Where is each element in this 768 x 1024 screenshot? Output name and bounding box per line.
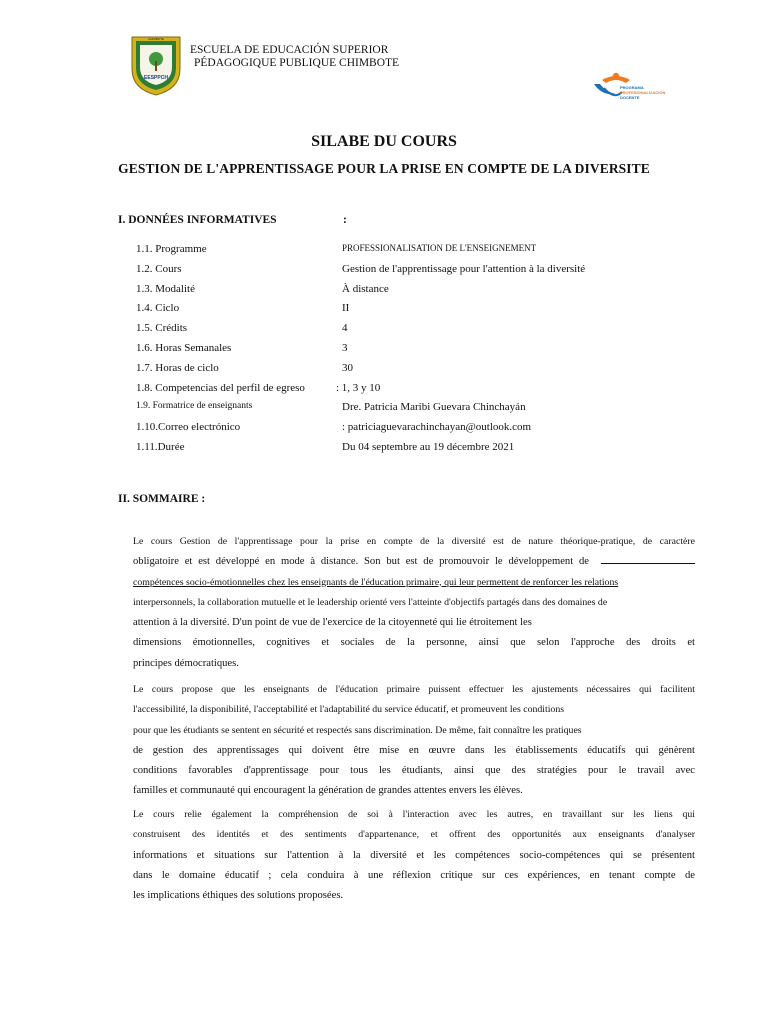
program-logo-line1: PROGRAMA bbox=[620, 85, 644, 90]
p3-line: Le cours relie également la compréhension de soi à l'interaction avec les autres, en travaillant sur les liens qui bbox=[133, 809, 695, 820]
info-key: 1.4. Ciclo bbox=[136, 302, 180, 315]
p1-line: attention à la diversité. D'un point de vue de l'exercice de la citoyenneté qui lie étroitement les bbox=[133, 617, 532, 629]
p1-line: Le cours Gestion de l'apprentissage pour la prise en compte de la diversité est de nature théorique-pratique, de caractère bbox=[133, 536, 695, 547]
p2-line: conditions favorables d'apprentissage pour tous les étudiants, ainsi que des stratégies pour le travail avec bbox=[133, 765, 695, 777]
school-crest-logo bbox=[128, 33, 184, 97]
info-key: 1.8. Competencias del perfil de egreso bbox=[136, 381, 305, 394]
summary-paragraph-2 bbox=[133, 680, 695, 802]
program-logo-line3: DOCENTE bbox=[620, 95, 640, 100]
info-value: À distance bbox=[342, 282, 389, 295]
summary-paragraph-3 bbox=[133, 805, 695, 906]
info-value: 4 bbox=[342, 322, 348, 335]
p3-line: informations et situations sur l'attention à la diversité et les compétences socio-compétences qui se présentent bbox=[133, 849, 695, 861]
info-value: : patriciaguevarachinchayan@outlook.com bbox=[342, 421, 532, 434]
p2-line: Le cours propose que les enseignants de l'éducation primaire puissent effectuer les ajustements nécessaires qui facilitent bbox=[133, 684, 695, 695]
p2-line: l'accessibilité, la disponibilité, l'acceptabilité et l'adaptabilité du service éducatif, et promeuvent les conditions bbox=[133, 704, 565, 716]
p3-line: dans le domaine éducatif ; cela conduira à une réflexion critique sur ces expériences, en tenant compte de bbox=[133, 869, 695, 881]
info-value: : 1, 3 y 10 bbox=[336, 381, 381, 394]
info-key: 1.7. Horas de ciclo bbox=[136, 361, 219, 374]
p3-line: les implications éthiques des solutions proposées. bbox=[133, 890, 344, 902]
program-logo-line2: PROFESIONALIZACIÓN bbox=[620, 90, 666, 95]
info-value: II bbox=[342, 302, 350, 315]
info-value: 30 bbox=[342, 361, 353, 374]
school-name-line1: ESCUELA DE EDUCACIÓN SUPERIOR bbox=[190, 44, 389, 56]
info-value: PROFESSIONALISATION DE L'ENSEIGNEMENT bbox=[342, 243, 537, 253]
program-logo bbox=[592, 70, 672, 110]
info-key: 1.5. Crédits bbox=[136, 322, 188, 335]
info-key: 1.6. Horas Semanales bbox=[136, 342, 232, 354]
p3-line: construisent des identités et des sentiments d'appartenance, et offrent des opportunités aux enseignants d'analyser bbox=[133, 829, 695, 841]
page-title: SILABE DU COURS bbox=[311, 133, 457, 150]
crest-top-text: CHIMBOTE bbox=[148, 37, 164, 41]
info-value: Dre. Patricia Maribi Guevara Chinchayán bbox=[342, 401, 526, 414]
p1-line: dimensions émotionnelles, cognitives et sociales de la personne, ainsi que selon l'approche des droits et bbox=[133, 637, 695, 649]
section1-heading: I. DONNÉES INFORMATIVES bbox=[118, 214, 277, 226]
info-value: Gestion de l'apprentissage pour l'attention à la diversité bbox=[342, 262, 586, 275]
summary-paragraph-1 bbox=[133, 532, 695, 674]
p1-line: principes démocratiques. bbox=[133, 657, 239, 669]
info-key: 1.2. Cours bbox=[136, 262, 182, 275]
school-name bbox=[190, 44, 399, 69]
p1-line: compétences socio-émotionnelles chez les enseignants de l'éducation primaire, qui leur permettent de renforcer les relations bbox=[133, 576, 619, 588]
p1-line: obligatoire et est développé en mode à distance. Son but est de promouvoir le développement de bbox=[133, 552, 695, 572]
info-key: 1.11.Durée bbox=[136, 441, 185, 453]
info-key: 1.3. Modalité bbox=[136, 282, 195, 295]
info-value: Du 04 septembre au 19 décembre 2021 bbox=[342, 441, 515, 453]
info-key: 1.9. Formatrice de enseignants bbox=[136, 401, 253, 412]
school-name-line2: PÉDAGOGIQUE PUBLIQUE CHIMBOTE bbox=[194, 56, 400, 69]
p2-line: de gestion des apprentissages qui doivent être mise en œuvre dans les établissements éducatifs qui génèrent bbox=[133, 744, 695, 756]
info-key: 1.1. Programme bbox=[136, 243, 207, 255]
page-subtitle: GESTION DE L'APPRENTISSAGE POUR LA PRISE EN COMPTE DE LA DIVERSITE bbox=[118, 161, 650, 176]
info-key: 1.10.Correo electrónico bbox=[136, 421, 241, 434]
section1-colon: : bbox=[343, 214, 347, 226]
crest-text: EESPPCH bbox=[144, 75, 168, 81]
p1-line: interpersonnels, la collaboration mutuelle et le leadership orienté vers l'atteinte d'objectifs partagés dans des domaines de bbox=[133, 596, 608, 608]
p2-line: familles et communauté qui encouragent la génération de grandes attentes envers les élèves. bbox=[133, 785, 523, 797]
section2-heading: II. SOMMAIRE : bbox=[118, 493, 206, 505]
p2-line: pour que les étudiants se sentent en sécurité et respectés sans discrimination. De même, fait connaître les pratiques bbox=[133, 724, 582, 736]
info-value: 3 bbox=[342, 342, 348, 354]
